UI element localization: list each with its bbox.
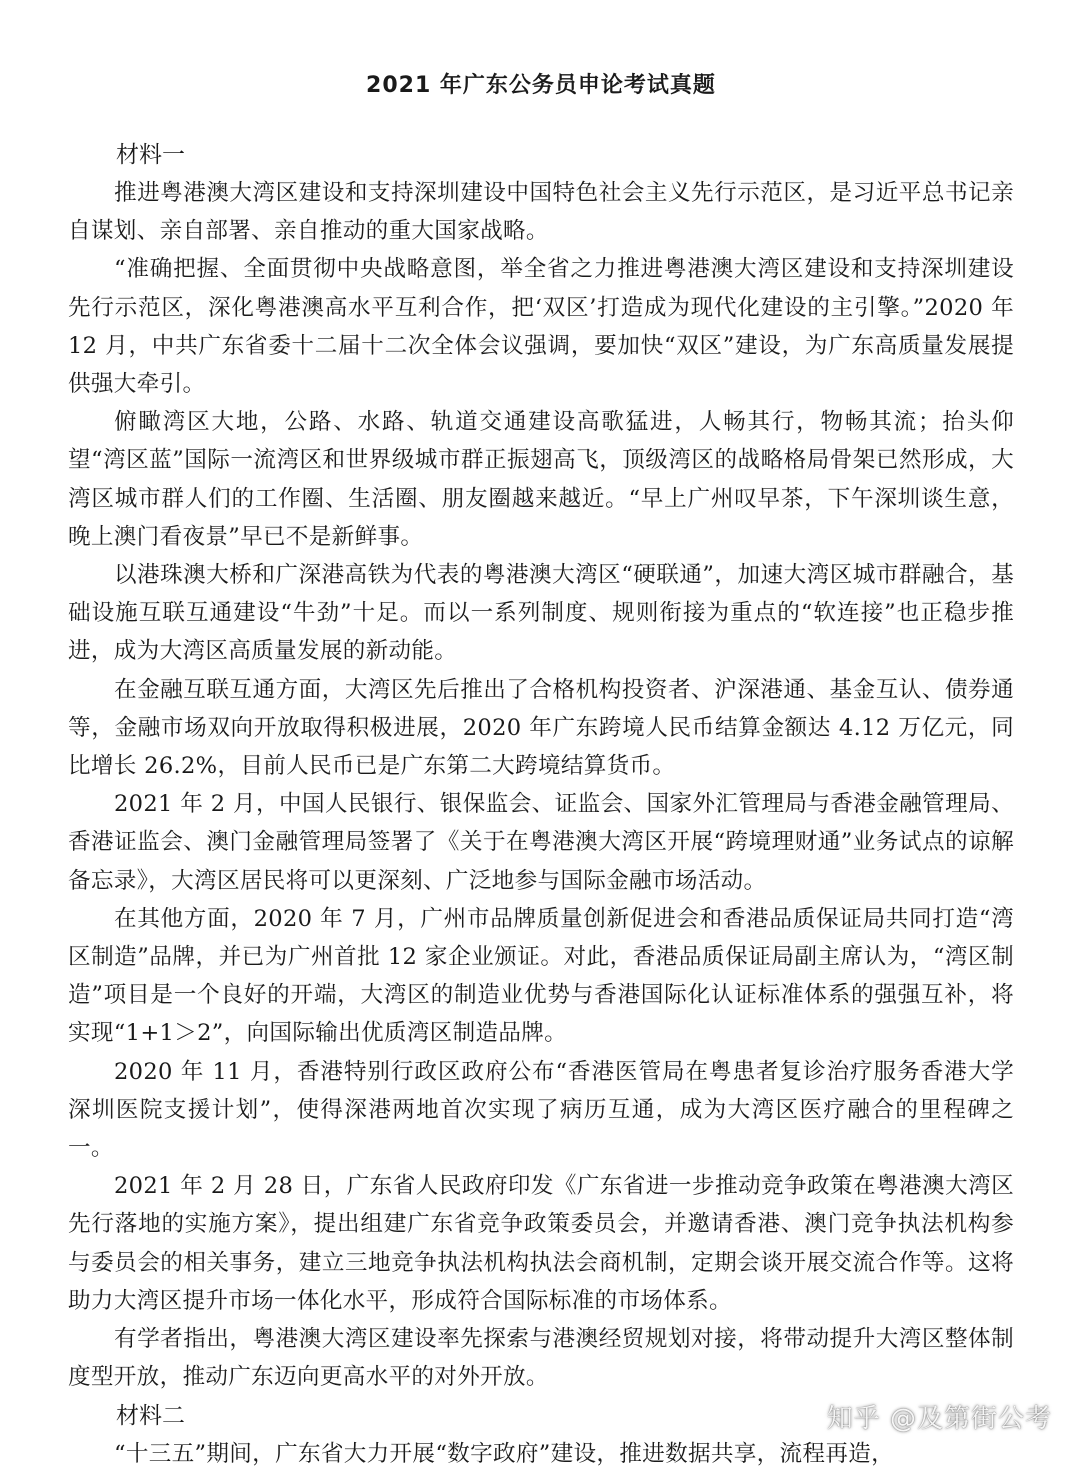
paragraph: 在金融互联互通方面，大湾区先后推出了合格机构投资者、沪深港通、基金互认、债券通等，金融市场双向开放取得积极进展，2020 年广东跨境人民币结算金额达 4.12 万亿元，同比增长 26.2%，目前人民币已是广东第二大跨境结算货币。: [68, 676, 1014, 780]
paragraph: 有学者指出，粤港澳大湾区建设率先探索与港澳经贸规划对接，将带动提升大湾区整体制度型开放，推动广东迈向更高水平的对外开放。: [68, 1326, 1014, 1391]
paragraph: 推进粤港澳大湾区建设和支持深圳建设中国特色社会主义先行示范区，是习近平总书记亲自谋划、亲自部署、亲自推动的重大国家战略。: [68, 180, 1014, 245]
section-1: [68, 136, 1014, 1397]
section-heading: 材料二: [116, 1402, 185, 1429]
document-title: 2021 年广东公务员申论考试真题: [366, 73, 716, 98]
paragraph: 俯瞰湾区大地，公路、水路、轨道交通建设高歌猛进，人畅其行，物畅其流；抬头仰望“湾区蓝”国际一流湾区和世界级城市群正振翅高飞，顶级湾区的战略格局骨架已然形成，大湾区城市群人们的工作圈、生活圈、朋友圈越来越近。“早上广州叹早茶，下午深圳谈生意，晚上澳门看夜景”早已不是新鲜事。: [68, 409, 1014, 550]
section-heading: 材料一: [116, 142, 185, 168]
paragraph: 2020 年 11 月，香港特别行政区政府公布“香港医管局在粤患者复诊治疗服务香港大学深圳医院支援计划”，使得深港两地首次实现了病历互通，成为大湾区医疗融合的里程碑之一。: [68, 1058, 1014, 1162]
paragraph: 2021 年 2 月，中国人民银行、银保监会、证监会、国家外汇管理局与香港金融管理局、香港证监会、澳门金融管理局签署了《关于在粤港澳大湾区开展“跨境理财通”业务试点的谅解备忘录》，大湾区居民将可以更深刻、广泛地参与国际金融市场活动。: [68, 791, 1014, 894]
paragraph: “准确把握、全面贯彻中央战略意图，举全省之力推进粤港澳大湾区建设和支持深圳建设先行示范区，深化粤港澳高水平互利合作，把‘双区’打造成为现代化建设的主引擎。”2020 年 12 月，中共广东省委十二届十二次全体会议强调，要加快“双区”建设，为广东高质量发展提供强大牵引。: [68, 256, 1014, 398]
paragraph: 2021 年 2 月 28 日，广东省人民政府印发《广东省进一步推动竞争政策在粤港澳大湾区先行落地的实施方案》，提出组建广东省竞争政策委员会，并邀请香港、澳门竞争执法机构参与委员会的相关事务，建立三地竞争执法机构执法会商机制，定期会谈开展交流合作等。这将助力大湾区提升市场一体化水平，形成符合国际标准的市场体系。: [68, 1173, 1014, 1314]
paragraph: 在其他方面，2020 年 7 月，广州市品牌质量创新促进会和香港品质保证局共同打造“湾区制造”品牌，并已为广州首批 12 家企业颁证。对此，香港品质保证局副主席认为，“湾区制造”项目是一个良好的开端，大湾区的制造业优势与香港国际化认证标准体系的强强互补，将实现“1+1＞2”，向国际输出优质湾区制造品牌。: [68, 905, 1014, 1047]
watermark-text: 知乎 @及第街公考: [826, 1404, 1052, 1434]
paragraph: 以港珠澳大桥和广深港高铁为代表的粤港澳大湾区“硬联通”，加速大湾区城市群融合，基础设施互联互通建设“牛劲”十足。而以一系列制度、规则衔接为重点的“软连接”也正稳步推进，成为大湾区高质量发展的新动能。: [68, 562, 1014, 665]
paragraph: “十三五”期间，广东省大力开展“数字政府”建设，推进数据共享，流程再造，: [114, 1440, 895, 1467]
